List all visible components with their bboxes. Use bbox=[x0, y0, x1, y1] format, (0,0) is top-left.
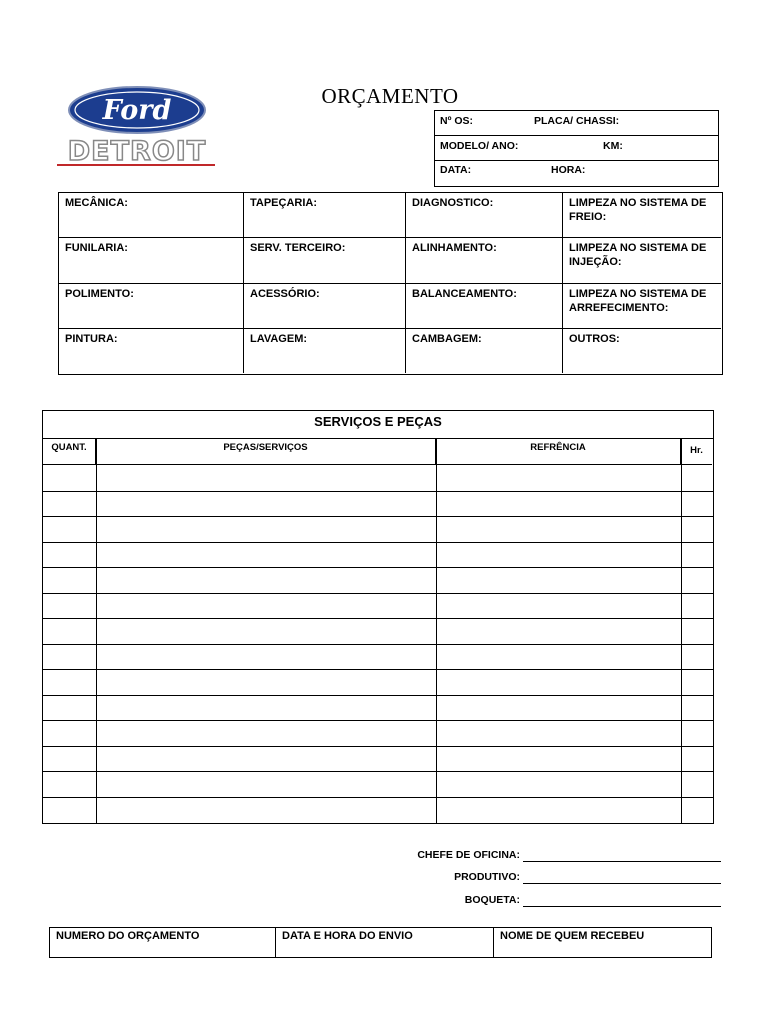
service-serv-terceiro: SERV. TERCEIRO: bbox=[244, 238, 406, 284]
header-quant: QUANT. bbox=[43, 439, 96, 465]
service-funilaria: FUNILARIA: bbox=[59, 238, 244, 284]
service-pintura: PINTURA: bbox=[59, 329, 244, 373]
col-divider bbox=[436, 439, 437, 823]
table-row-divider bbox=[43, 771, 713, 772]
svg-text:DETROIT: DETROIT bbox=[67, 136, 207, 167]
table-row-divider bbox=[43, 669, 713, 670]
table-row-divider bbox=[43, 720, 713, 721]
table-row-divider bbox=[43, 797, 713, 798]
header-info-box bbox=[434, 110, 719, 187]
header-hr: Hr. bbox=[681, 439, 712, 465]
data-hora-envio-cell: DATA E HORA DO ENVIO bbox=[276, 928, 494, 957]
boqueta-line[interactable] bbox=[523, 906, 721, 907]
header-pecas: PEÇAS/SERVIÇOS bbox=[96, 439, 436, 465]
table-row-divider bbox=[43, 618, 713, 619]
info-row-data bbox=[435, 161, 718, 186]
col-divider bbox=[96, 439, 97, 823]
svg-text:Ford: Ford bbox=[102, 95, 172, 126]
table-row-divider bbox=[43, 644, 713, 645]
ford-detroit-logo bbox=[55, 85, 220, 170]
placa-label: PLACA/ CHASSI: bbox=[534, 115, 620, 127]
os-label: Nº OS: bbox=[440, 115, 474, 127]
service-alinhamento: ALINHAMENTO: bbox=[406, 238, 563, 284]
chefe-oficina-line[interactable] bbox=[523, 861, 721, 862]
service-outros: OUTROS: bbox=[569, 333, 620, 345]
chefe-oficina-label: CHEFE DE OFICINA: bbox=[417, 849, 520, 861]
service-mecanica: MECÂNICA: bbox=[59, 193, 244, 238]
nome-recebeu-cell: NOME DE QUEM RECEBEU bbox=[500, 930, 645, 942]
parts-table-title: SERVIÇOS E PEÇAS bbox=[43, 411, 713, 439]
service-cambagem: CAMBAGEM: bbox=[406, 329, 563, 373]
info-row-modelo bbox=[435, 136, 718, 161]
service-limpeza-arrefecimento: LIMPEZA NO SISTEMA DE ARREFECIMENTO: bbox=[563, 284, 721, 329]
table-row-divider bbox=[43, 746, 713, 747]
boqueta-label: BOQUETA: bbox=[464, 894, 520, 906]
table-row-divider bbox=[43, 542, 713, 543]
service-lavagem: LAVAGEM: bbox=[244, 329, 406, 373]
produtivo-line[interactable] bbox=[523, 883, 721, 884]
table-row-divider bbox=[43, 567, 713, 568]
numero-orcamento-cell: NUMERO DO ORÇAMENTO bbox=[50, 928, 276, 957]
page-title: ORÇAMENTO bbox=[321, 84, 459, 108]
modelo-label: MODELO/ ANO: bbox=[440, 140, 519, 152]
services-grid bbox=[58, 192, 723, 375]
col-divider bbox=[681, 439, 682, 823]
service-tapecaria: TAPEÇARIA: bbox=[244, 193, 406, 238]
table-row-divider bbox=[43, 593, 713, 594]
service-acessorio: ACESSÓRIO: bbox=[244, 284, 406, 329]
header-referencia: REFRÊNCIA bbox=[436, 439, 681, 465]
produtivo-label: PRODUTIVO: bbox=[454, 871, 520, 883]
table-row-divider bbox=[43, 695, 713, 696]
service-limpeza-freio: LIMPEZA NO SISTEMA DE FREIO: bbox=[563, 193, 721, 238]
service-limpeza-injecao: LIMPEZA NO SISTEMA DE INJEÇÃO: bbox=[563, 238, 721, 284]
data-label: DATA: bbox=[440, 164, 472, 176]
parts-table bbox=[42, 410, 714, 824]
service-polimento: POLIMENTO: bbox=[59, 284, 244, 329]
table-row-divider bbox=[43, 516, 713, 517]
service-diagnostico: DIAGNOSTICO: bbox=[406, 193, 563, 238]
bottom-info-box bbox=[49, 927, 712, 958]
table-row-divider bbox=[43, 491, 713, 492]
info-row-os bbox=[435, 111, 718, 136]
km-label: KM: bbox=[603, 140, 623, 152]
hora-label: HORA: bbox=[551, 164, 586, 176]
service-balanceamento: BALANCEAMENTO: bbox=[406, 284, 563, 329]
